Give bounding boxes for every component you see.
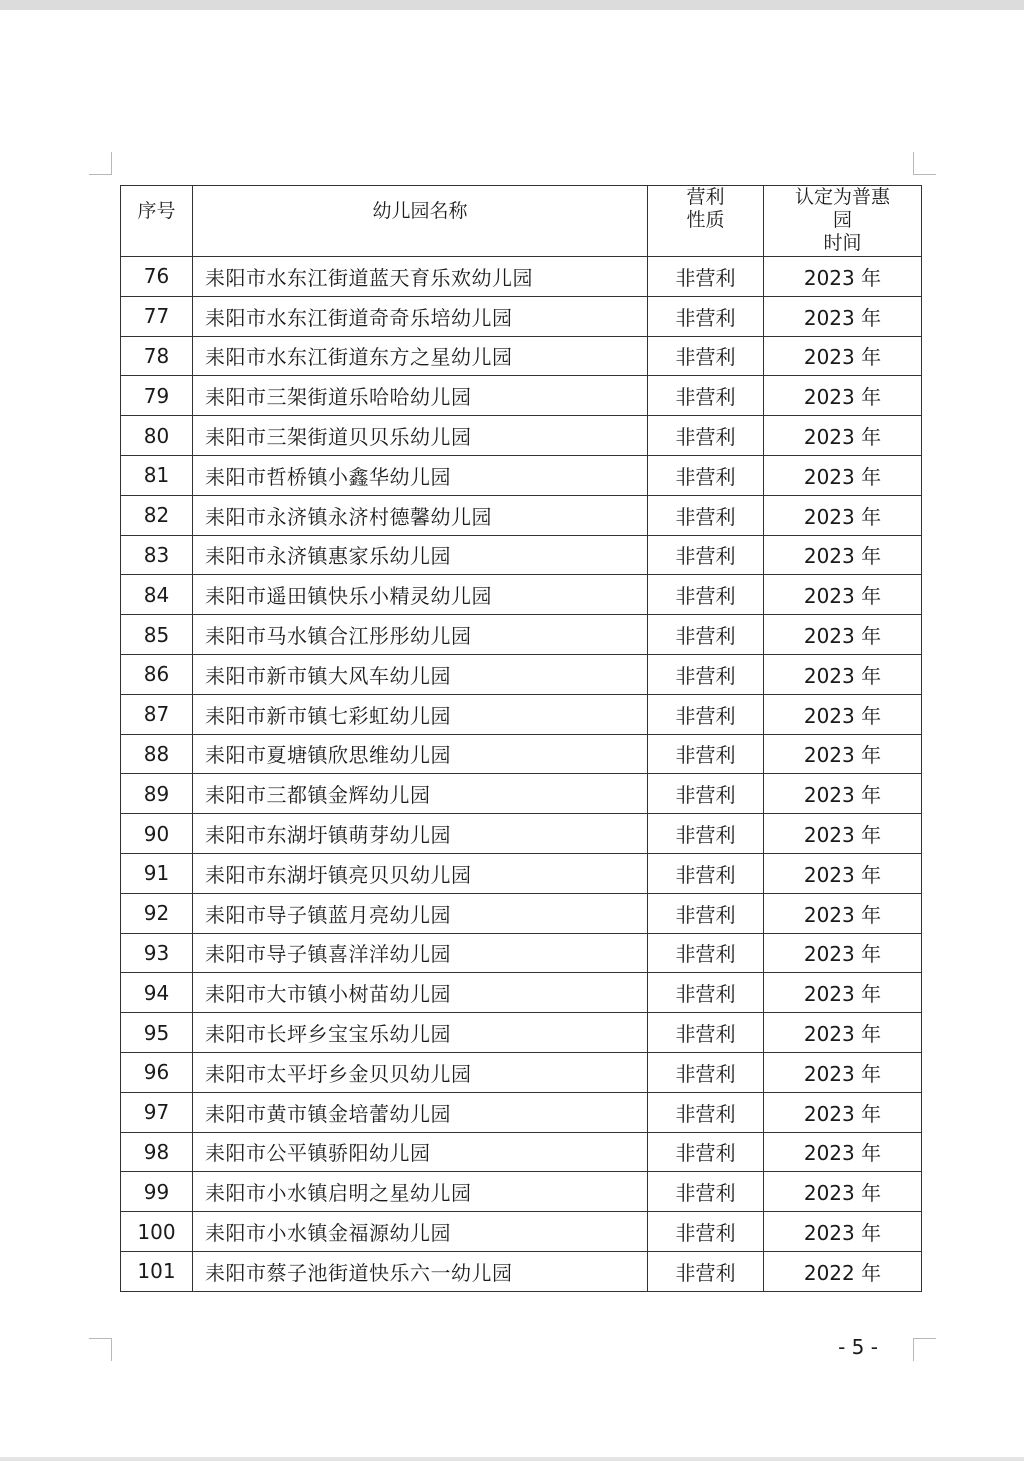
cell-recognition-year: 2023 年	[764, 376, 922, 416]
table-row	[121, 455, 922, 495]
cell-profit-type: 非营利	[648, 1172, 764, 1212]
header-recognition-time-line: 认定为普惠	[794, 186, 890, 208]
table-row	[121, 734, 922, 774]
header-profit-type-line: 性质	[686, 209, 725, 231]
cell-profit-type: 非营利	[648, 1052, 764, 1092]
cell-profit-type: 非营利	[648, 1013, 764, 1053]
page-number: - 5 -	[838, 1335, 878, 1359]
table-row	[121, 933, 922, 973]
cell-profit-type: 非营利	[648, 814, 764, 854]
table-row	[121, 575, 922, 615]
cell-profit-type: 非营利	[648, 1212, 764, 1252]
cell-name: 耒阳市遥田镇快乐小精灵幼儿园	[193, 575, 648, 615]
table-row	[121, 535, 922, 575]
cell-seq: 81	[121, 455, 193, 495]
cell-name: 耒阳市水东江街道奇奇乐培幼儿园	[193, 296, 648, 336]
cell-seq: 95	[121, 1013, 193, 1053]
cell-name: 耒阳市小水镇金福源幼儿园	[193, 1212, 648, 1252]
cell-recognition-year: 2023 年	[764, 575, 922, 615]
cell-recognition-year: 2023 年	[764, 336, 922, 376]
cell-recognition-year: 2023 年	[764, 774, 922, 814]
cell-name: 耒阳市三架街道贝贝乐幼儿园	[193, 416, 648, 456]
cell-profit-type: 非营利	[648, 774, 764, 814]
table-row	[121, 973, 922, 1013]
cell-recognition-year: 2023 年	[764, 495, 922, 535]
cell-seq: 83	[121, 535, 193, 575]
cell-name: 耒阳市新市镇七彩虹幼儿园	[193, 694, 648, 734]
cell-profit-type: 非营利	[648, 296, 764, 336]
cell-name: 耒阳市三架街道乐哈哈幼儿园	[193, 376, 648, 416]
cell-name: 耒阳市水东江街道东方之星幼儿园	[193, 336, 648, 376]
cell-seq: 97	[121, 1092, 193, 1132]
cell-profit-type: 非营利	[648, 1092, 764, 1132]
cell-recognition-year: 2023 年	[764, 1013, 922, 1053]
cell-recognition-year: 2023 年	[764, 654, 922, 694]
cell-name: 耒阳市永济镇永济村德馨幼儿园	[193, 495, 648, 535]
table-row	[121, 336, 922, 376]
table-row	[121, 1052, 922, 1092]
cell-profit-type: 非营利	[648, 455, 764, 495]
cell-recognition-year: 2023 年	[764, 1052, 922, 1092]
cell-name: 耒阳市东湖圩镇萌芽幼儿园	[193, 814, 648, 854]
header-recognition-time-line: 时间	[823, 232, 862, 254]
cell-seq: 79	[121, 376, 193, 416]
header-profit-type-line: 营利	[686, 186, 725, 208]
table-row	[121, 376, 922, 416]
cell-recognition-year: 2023 年	[764, 734, 922, 774]
cell-profit-type: 非营利	[648, 973, 764, 1013]
cell-seq: 77	[121, 296, 193, 336]
header-name: 幼儿园名称	[193, 186, 648, 257]
table-row	[121, 814, 922, 854]
header-recognition-time-line: 园	[832, 209, 852, 231]
top-edge-band	[0, 0, 1024, 10]
cell-recognition-year: 2023 年	[764, 814, 922, 854]
cell-name: 耒阳市夏塘镇欣思维幼儿园	[193, 734, 648, 774]
cell-recognition-year: 2023 年	[764, 1172, 922, 1212]
cell-profit-type: 非营利	[648, 933, 764, 973]
table-row	[121, 257, 922, 297]
cell-seq: 90	[121, 814, 193, 854]
table-row	[121, 694, 922, 734]
margin-corner-mark	[913, 152, 936, 175]
cell-seq: 88	[121, 734, 193, 774]
cell-seq: 78	[121, 336, 193, 376]
cell-name: 耒阳市导子镇喜洋洋幼儿园	[193, 933, 648, 973]
cell-recognition-year: 2023 年	[764, 296, 922, 336]
cell-profit-type: 非营利	[648, 257, 764, 297]
cell-name: 耒阳市水东江街道蓝天育乐欢幼儿园	[193, 257, 648, 297]
cell-recognition-year: 2023 年	[764, 615, 922, 655]
cell-recognition-year: 2023 年	[764, 455, 922, 495]
cell-recognition-year: 2023 年	[764, 535, 922, 575]
cell-recognition-year: 2023 年	[764, 1132, 922, 1172]
margin-corner-mark	[913, 1338, 936, 1361]
table-row	[121, 1251, 922, 1291]
cell-seq: 100	[121, 1212, 193, 1252]
cell-seq: 94	[121, 973, 193, 1013]
table-row	[121, 1172, 922, 1212]
cell-seq: 86	[121, 654, 193, 694]
cell-name: 耒阳市马水镇合江彤彤幼儿园	[193, 615, 648, 655]
table-row	[121, 893, 922, 933]
cell-seq: 93	[121, 933, 193, 973]
cell-recognition-year: 2022 年	[764, 1251, 922, 1291]
cell-name: 耒阳市公平镇骄阳幼儿园	[193, 1132, 648, 1172]
header-profit-type	[648, 186, 764, 257]
cell-recognition-year: 2023 年	[764, 853, 922, 893]
cell-seq: 91	[121, 853, 193, 893]
cell-seq: 76	[121, 257, 193, 297]
cell-name: 耒阳市导子镇蓝月亮幼儿园	[193, 893, 648, 933]
cell-seq: 92	[121, 893, 193, 933]
cell-seq: 101	[121, 1251, 193, 1291]
cell-recognition-year: 2023 年	[764, 973, 922, 1013]
cell-seq: 85	[121, 615, 193, 655]
cell-recognition-year: 2023 年	[764, 1092, 922, 1132]
cell-seq: 96	[121, 1052, 193, 1092]
table-row	[121, 1092, 922, 1132]
cell-profit-type: 非营利	[648, 615, 764, 655]
cell-name: 耒阳市黄市镇金培蕾幼儿园	[193, 1092, 648, 1132]
table-row	[121, 296, 922, 336]
cell-profit-type: 非营利	[648, 336, 764, 376]
cell-name: 耒阳市太平圩乡金贝贝幼儿园	[193, 1052, 648, 1092]
cell-name: 耒阳市长坪乡宝宝乐幼儿园	[193, 1013, 648, 1053]
cell-name: 耒阳市三都镇金辉幼儿园	[193, 774, 648, 814]
kindergarten-table	[120, 185, 922, 1292]
cell-profit-type: 非营利	[648, 853, 764, 893]
cell-profit-type: 非营利	[648, 495, 764, 535]
header-seq: 序号	[121, 186, 193, 257]
cell-profit-type: 非营利	[648, 734, 764, 774]
cell-name: 耒阳市大市镇小树苗幼儿园	[193, 973, 648, 1013]
cell-profit-type: 非营利	[648, 376, 764, 416]
cell-seq: 82	[121, 495, 193, 535]
cell-seq: 99	[121, 1172, 193, 1212]
cell-name: 耒阳市新市镇大风车幼儿园	[193, 654, 648, 694]
table-body	[121, 257, 922, 1292]
cell-name: 耒阳市小水镇启明之星幼儿园	[193, 1172, 648, 1212]
cell-name: 耒阳市蔡子池街道快乐六一幼儿园	[193, 1251, 648, 1291]
table-row	[121, 495, 922, 535]
bottom-edge-band	[0, 1457, 1024, 1461]
margin-corner-mark	[89, 152, 112, 175]
cell-seq: 80	[121, 416, 193, 456]
table-row	[121, 416, 922, 456]
cell-profit-type: 非营利	[648, 1132, 764, 1172]
cell-seq: 84	[121, 575, 193, 615]
table-row	[121, 1132, 922, 1172]
cell-name: 耒阳市永济镇惠家乐幼儿园	[193, 535, 648, 575]
cell-seq: 89	[121, 774, 193, 814]
table-header-row	[121, 186, 922, 257]
cell-profit-type: 非营利	[648, 1251, 764, 1291]
table-row	[121, 774, 922, 814]
cell-name: 耒阳市东湖圩镇亮贝贝幼儿园	[193, 853, 648, 893]
header-recognition-time	[764, 186, 922, 257]
cell-recognition-year: 2023 年	[764, 893, 922, 933]
table-row	[121, 853, 922, 893]
cell-profit-type: 非营利	[648, 654, 764, 694]
cell-recognition-year: 2023 年	[764, 933, 922, 973]
cell-profit-type: 非营利	[648, 535, 764, 575]
cell-recognition-year: 2023 年	[764, 416, 922, 456]
cell-recognition-year: 2023 年	[764, 694, 922, 734]
cell-recognition-year: 2023 年	[764, 1212, 922, 1252]
margin-corner-mark	[89, 1338, 112, 1361]
table-row	[121, 654, 922, 694]
table-row	[121, 1212, 922, 1252]
cell-recognition-year: 2023 年	[764, 257, 922, 297]
cell-profit-type: 非营利	[648, 694, 764, 734]
cell-profit-type: 非营利	[648, 416, 764, 456]
cell-profit-type: 非营利	[648, 575, 764, 615]
cell-seq: 98	[121, 1132, 193, 1172]
table-row	[121, 615, 922, 655]
cell-seq: 87	[121, 694, 193, 734]
table-row	[121, 1013, 922, 1053]
cell-name: 耒阳市哲桥镇小鑫华幼儿园	[193, 455, 648, 495]
cell-profit-type: 非营利	[648, 893, 764, 933]
